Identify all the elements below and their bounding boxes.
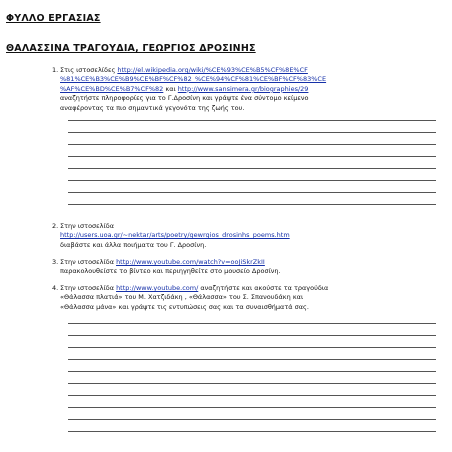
answer-line [68, 132, 436, 133]
answer-line [68, 431, 436, 432]
task-line [60, 66, 440, 75]
task-4 [52, 284, 440, 312]
task-1 [52, 66, 440, 113]
hyperlink[interactable]: http://www.youtube.com/ [116, 284, 199, 292]
task-text-segment: Στην ιστοσελίδα [60, 222, 114, 230]
answer-line [68, 192, 436, 193]
task-line [60, 267, 440, 276]
task-line [60, 104, 440, 113]
task-number: 4. [52, 284, 59, 292]
answer-line [68, 359, 436, 360]
task-text [60, 284, 440, 312]
answer-line [68, 395, 436, 396]
answer-line [68, 144, 436, 145]
answer-line [68, 419, 436, 420]
hyperlink[interactable]: http://www.youtube.com/watch?v=ooJiSkrZkII [116, 258, 265, 266]
task-line [60, 222, 440, 231]
task-text-segment: Στην ιστοσελίδα [60, 284, 117, 292]
hyperlink[interactable]: http://el.wikipedia.org/wiki/%CE%93%CE%B5%CF%8E%CF [117, 66, 308, 74]
task-2 [52, 222, 440, 250]
task-number: 3. [52, 258, 59, 266]
task-line [60, 75, 440, 84]
task-line [60, 241, 440, 250]
task-text [60, 66, 440, 113]
task-number: 2. [52, 222, 59, 230]
task-text-segment: «Θάλασσα μάνα» και γράψτε τις εντυπώσεις σας και τα συναισθήματά σας. [60, 302, 309, 311]
answer-line [68, 156, 436, 157]
task-text-segment: παρακολουθείστε το βίντεο και περιηγηθείτε στο μουσείο Δροσίνη. [60, 267, 281, 276]
task-line [60, 293, 440, 302]
task-line [60, 284, 440, 293]
worksheet-title: ΦΥΛΛΟ ΕΡΓΑΣΙΑΣ [6, 13, 101, 24]
answer-line [68, 180, 436, 181]
hyperlink[interactable]: %81%CE%B3%CE%B9%CE%BF%CF%82_%CE%94%CF%81%CE%BF%CF%83%CE [60, 75, 327, 84]
task-number: 1. [52, 66, 59, 74]
task-text-segment: και [163, 84, 178, 93]
answer-line [68, 383, 436, 384]
hyperlink[interactable]: http://www.sansimera.gr/biographies/29 [177, 84, 309, 93]
answer-line [68, 168, 436, 169]
answer-line [68, 120, 436, 121]
answer-line [68, 323, 436, 324]
hyperlink[interactable]: %AF%CE%BD%CE%B7%CF%82 [60, 84, 164, 93]
task-text-segment: αναζητήστε πληροφορίες για το Γ.Δροσίνη και γράψτε ένα σύντομο κείμενο [60, 94, 309, 103]
task-line [60, 303, 440, 312]
task-3 [52, 258, 440, 277]
task-text-segment: αναζητήστε και ακούστε τα τραγούδια [198, 284, 329, 292]
task-text-segment: «Θάλασσα πλατιά» του Μ. Χατζιδάκη , «Θάλασσα» του Σ. Σπανουδάκη και [60, 293, 304, 302]
task-line [60, 94, 440, 103]
task-line [60, 258, 440, 267]
answer-line [68, 347, 436, 348]
task-text [60, 258, 440, 277]
task-text-segment: Στην ιστοσελίδα [60, 258, 117, 266]
task-text [60, 222, 440, 250]
answer-line [68, 371, 436, 372]
task-text-segment: αναφέροντας τα πιο σημαντικά γεγονότα της ζωής του. [60, 103, 245, 112]
hyperlink[interactable]: http://users.uoa.gr/~nektar/arts/poetry/gewrgios_drosinhs_poems.htm [60, 231, 290, 240]
worksheet-subtitle: ΘΑΛΑΣΣΙΝΑ ΤΡΑΓΟΥΔΙΑ, ΓΕΩΡΓΙΟΣ ΔΡΟΣΙΝΗΣ [6, 43, 256, 54]
task-line [60, 231, 440, 240]
answer-line [68, 335, 436, 336]
task-line [60, 85, 440, 94]
task-text-segment: διαβάστε και άλλα ποιήματα του Γ. Δροσίνη. [60, 240, 207, 249]
task-text-segment: Στις ιστοσελίδες [60, 66, 118, 74]
answer-line [68, 204, 436, 205]
answer-line [68, 407, 436, 408]
